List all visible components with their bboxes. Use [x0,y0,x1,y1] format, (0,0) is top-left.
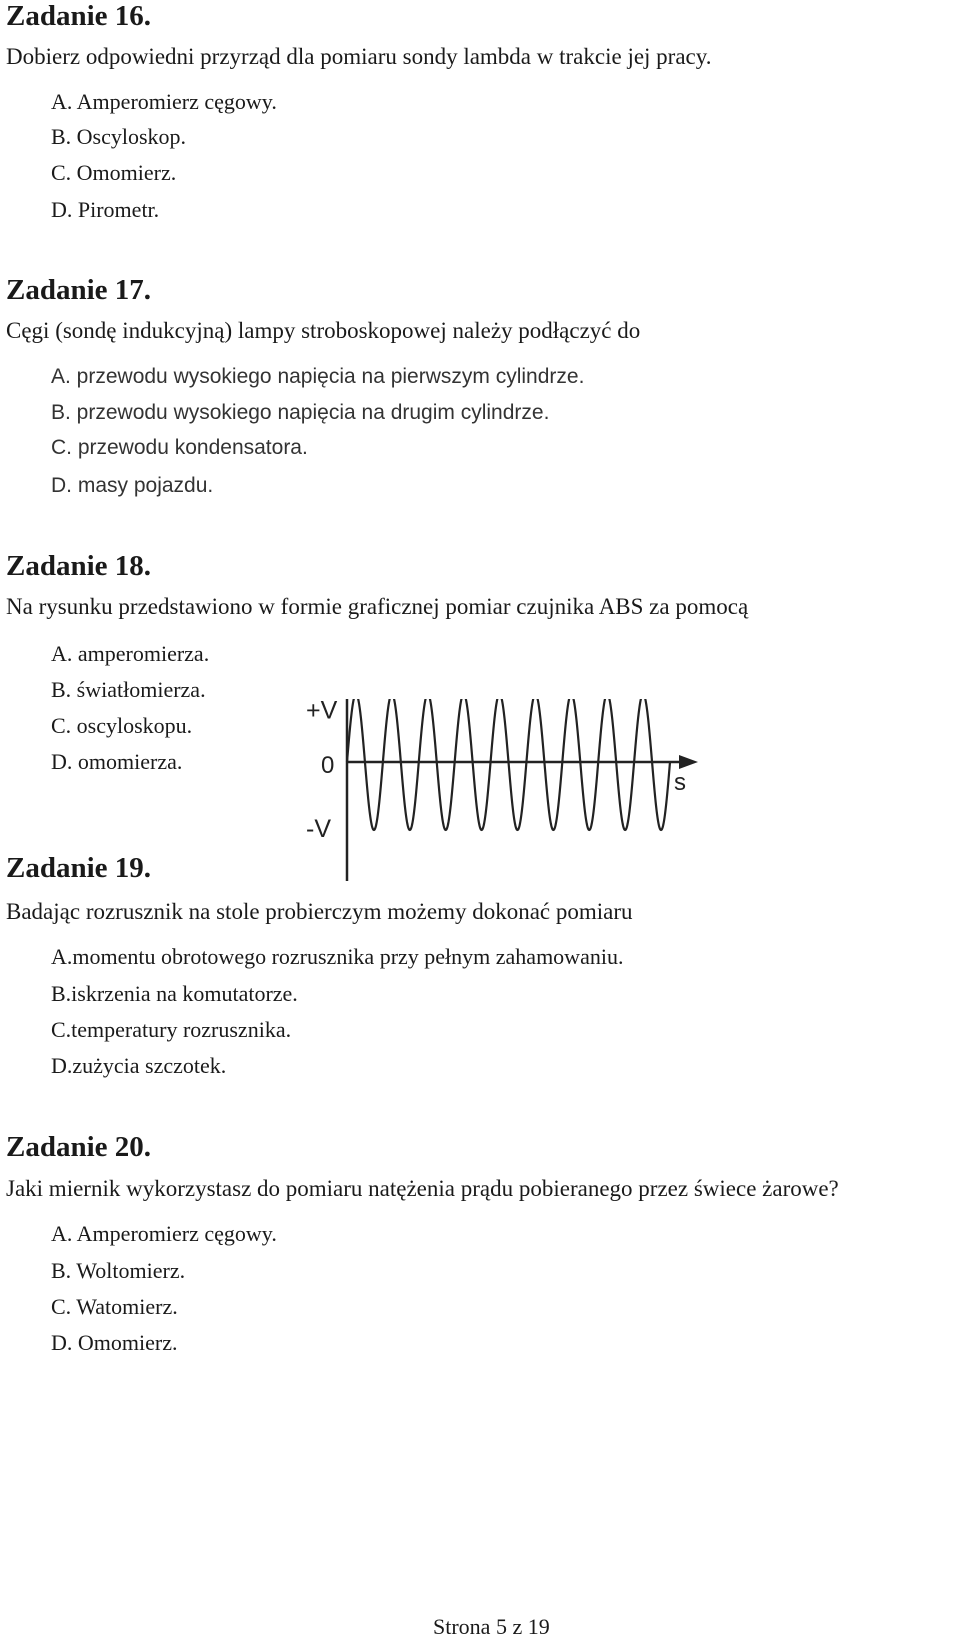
task-16-option-a: A. Amperomierz cęgowy. [51,89,277,114]
x-axis-arrowhead [679,755,698,769]
task-20-option-d: D. Omomierz. [51,1330,178,1355]
task-18-heading: Zadanie 18. [6,550,152,582]
task-17-question: Cęgi (sondę indukcyjną) lampy stroboskopowej należy podłączyć do [6,318,641,343]
task-16-option-c: C. Omomierz. [51,160,177,185]
task-18-option-d: D. omomierza. [51,749,183,774]
task-20-option-c: C. Watomierz. [51,1294,178,1319]
plus-v-label: +V [306,699,338,725]
task-19-option-b: B.iskrzenia na komutatorze. [51,981,298,1006]
task-17-heading: Zadanie 17. [6,274,152,306]
task-20-question: Jaki miernik wykorzystasz do pomiaru natężenia prądu pobieranego przez świece żarowe? [6,1176,839,1201]
task-16-heading: Zadanie 16. [6,0,152,32]
abs-sensor-oscillogram [306,699,738,887]
task-18-option-b: B. światłomierza. [51,677,206,702]
zero-label: 0 [321,752,335,779]
task-19-option-a: A.momentu obrotowego rozrusznika przy pełnym zahamowaniu. [51,944,624,969]
page-number: Strona 5 z 19 [433,1614,550,1639]
task-20-heading: Zadanie 20. [6,1131,152,1163]
task-16-option-d: D. Pirometr. [51,197,160,222]
sine-wave [347,699,670,830]
minus-v-label: -V [306,815,331,843]
task-19-question: Badając rozrusznik na stole probierczym możemy dokonać pomiaru [6,899,633,924]
task-17-option-a: A. przewodu wysokiego napięcia na pierwszym cylindrze. [51,365,585,388]
task-19-option-c: C.temperatury rozrusznika. [51,1017,292,1042]
s-axis-label: s [674,769,686,796]
task-18-option-c: C. oscyloskopu. [51,713,193,738]
task-16-option-b: B. Oscyloskop. [51,124,187,149]
task-18-question: Na rysunku przedstawiono w formie graficznej pomiar czujnika ABS za pomocą [6,594,749,619]
task-18-option-a: A. amperomierza. [51,641,210,666]
task-17-option-b: B. przewodu wysokiego napięcia na drugim cylindrze. [51,401,550,424]
task-19-option-d: D.zużycia szczotek. [51,1053,227,1078]
task-20-option-b: B. Woltomierz. [51,1258,186,1283]
task-16-question: Dobierz odpowiedni przyrząd dla pomiaru sondy lambda w trakcie jej pracy. [6,44,712,69]
task-20-option-a: A. Amperomierz cęgowy. [51,1221,277,1246]
task-17-option-d: D. masy pojazdu. [51,474,214,497]
task-17-option-c: C. przewodu kondensatora. [51,436,308,459]
task-19-heading: Zadanie 19. [6,852,152,884]
